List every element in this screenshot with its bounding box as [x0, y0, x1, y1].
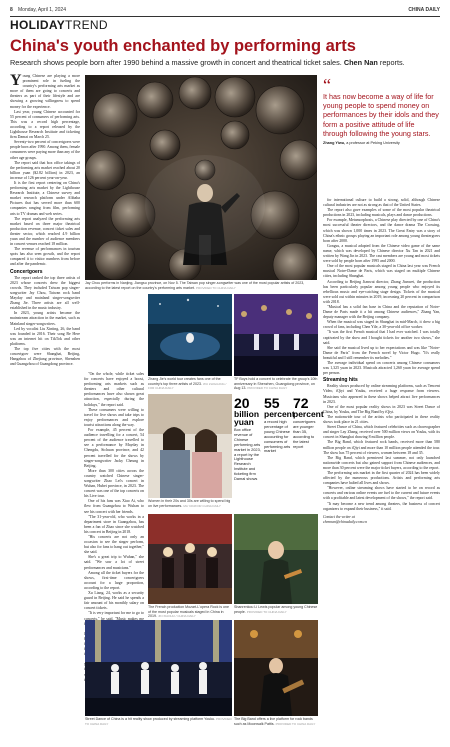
- body-paragraph: The nationwide tour of the artists who participated in these reality shows took place in 21 cities.: [323, 414, 440, 425]
- body-paragraph: One of the most popular reality shows in 2023 was Street Dance of China, by Youku, and The Big Band by iQiyi.: [323, 404, 440, 414]
- body-paragraph: The report analyzed the performing arts market based on three major theatrical production revenue, concert ticket sales and theater sector, which reached 4.9 billion yuan and the number of audience members in concert venues reached 18 million.: [10, 216, 80, 247]
- body-paragraph: She said the musical lived up to her expectations and was like "Notre-Dame de Paris" from the French novel by Victor Hugo. "It's really beautiful and I still remember its melodies.": [323, 345, 440, 360]
- photo-credit: PROVIDED TO CHINA DAILY: [195, 285, 236, 290]
- body-paragraph: According to Beijing Jianwai director, Zhang Jianwei, the production has been particularly popular among young people who enjoyed its rebellious music and eye-catching stage design. Tickets of the musical were sold out within minutes in 2019, increasing 20 percent in comparison with 2018.: [323, 279, 440, 304]
- caption-text: Jay Chou performs in Nanjing, Jiangsu province, on Nov 5. The Taiwan pop singer-songwriter was one of the most popular artists of 2023, according to the latest report on the country's performing arts market.: [85, 281, 305, 290]
- body-paragraph: Xu Liang, 24, works as a security guard in Beijing. He said he spends a fair amount of his monthly salary on concert tickets.: [84, 591, 144, 611]
- body-paragraph: More than 300 cities across the country watched Chinese singer-songwriter Zhao Lei's concert in Wuhan, Hubei province, in 2023. The concert was one of the top concerts on his Live tour.: [84, 468, 144, 499]
- caption-text: Women in their 20s and 30s are willing to spend big on live performances.: [148, 499, 231, 508]
- body-paragraph: The report ranked the top three artists of 2023 whose concerts drew the biggest crowds. They included Taiwan pop singer-songwriter Jay Chou, Taiwan rock band Mayday and mainland singer-songwriter Zhang Jie. Three artists are all well-established in the music industry.: [10, 275, 80, 311]
- byline: Chen Nan: [343, 58, 378, 67]
- caption-text: Shanrenkou Li Lewis popular among young Chinese people.: [234, 605, 318, 614]
- brand-name: CHINA DAILY: [408, 7, 440, 13]
- headline: China's youth enchanted by performing arts: [10, 37, 356, 55]
- quote-mark-icon: “: [323, 75, 331, 95]
- photo-caption: [148, 605, 232, 619]
- stat-description: a record high percentage of young Chinese accounting for consumers of performing arts market: [264, 419, 291, 454]
- stat-unit: percent: [264, 409, 295, 419]
- body-paragraph: When the musical was staged in Shanghai in mid-March, it drew a big crowd of fans, including Chen Yile, a 30-year-old office worker.: [323, 320, 440, 330]
- body-paragraph: She's a great trip to Wuhan," she said. "We saw a lot of street performances and musicians.": [84, 555, 144, 570]
- body-paragraph: "It may become a new trend among theaters, the business of concert organizers to expand their business," it said.: [323, 501, 440, 511]
- body-paragraph: Street Dance of China, which featured celebrities such as choreographer and singer Lay Zhang, received over 500 million views on Youku, with its concert in Shanghai drawing 8 million people.: [323, 425, 440, 440]
- body-paragraph: In 2023, young artists became the mainstream attraction in the market, such as Mainland singer-songwriters.: [10, 311, 80, 326]
- photo-credit: PROVIDED TO CHINA DAILY: [246, 609, 287, 614]
- header-rule: [10, 16, 440, 17]
- photo-zhang-jie: [148, 294, 232, 376]
- quote-attribution: [323, 141, 440, 146]
- photo-caption: [234, 605, 318, 614]
- photo-caption: [85, 281, 317, 290]
- subheadline-text: Research shows people born after 1990 behind a massive growth in concert and theatrical ticket sales.: [10, 58, 342, 67]
- body-paragraph: Among all the ticket buyers for the shows, first-time concertgoers account for a large proportion, according to the report.: [84, 570, 144, 590]
- photo-mozart: [148, 514, 232, 604]
- body-paragraph: The average individual spend on concerts among Chinese consumers was 1,325 yuan in 2023. Musicals attracted 1,260 yuan for average spend per person.: [323, 361, 440, 376]
- contact-line: [323, 515, 440, 525]
- body-paragraph: Gongsu, a musical adapted from the Chinese video game of the same name, which was developed by Chinese director Xu Tan in 2021 and written by Wang Jin in 2023. The cast members are young and most tickets were sold by people born after 1995 and 2000.: [323, 243, 440, 264]
- body-paragraph: The Big Band, which premiered last summer, not only launched nationwide concerts but also gained support from Chinese audiences, and more than 30 percent were the major ticket buyers, according to the report.: [323, 455, 440, 470]
- section-title-part1: HOLIDAY: [10, 18, 65, 32]
- contact-label: Contact the writer at: [323, 514, 355, 519]
- caption-text: The Big Band offers a live platform for rock bands such as Moonwalk Pattis.: [234, 717, 313, 726]
- body-paragraph: The performing arts market in the first quarter of 2024 has been widely affected by the numerous productions. Artists and performing arts companies have halted all lives and shows.: [323, 470, 440, 486]
- caption-text: TF Boys hold a concert to celebrate the group's 10th anniversary in Shenzhen, Guangdong province, on Aug 13.: [234, 377, 318, 391]
- body-paragraph: Last year, young Chinese accounted for 55 percent of consumers of performing arts. This was a record high percentage, according to a report released by the Lighthouse Research Institute and ticketing firm Damai on March 25.: [10, 109, 80, 140]
- body-paragraph: One of his fans was Xiao Ai, who flew from Guangzhou to Wuhan to see his concert with her friends.: [84, 499, 144, 514]
- body-paragraph: The top five cities with the most concertgoer were Shanghai, Beijing, Hangzhou of Zhejiang province, Shenzhen and Guangzhou of Guangdong province.: [10, 346, 80, 367]
- photo-tf-boys: [234, 294, 318, 376]
- body-paragraph: The revenue of performances in tourism spots has also seen growth, and the report compared it to visitor numbers from before and after the pandemic.: [10, 247, 80, 267]
- street-dance-image: [85, 620, 232, 716]
- article-column-1: [10, 74, 80, 734]
- stat-description: concertgoers are younger than 35, according to the latest report: [293, 419, 316, 449]
- jay-chou-concert-image: [85, 75, 317, 280]
- body-paragraph: Led by vocalist Liu Xinting, 26, the band was founded in 2016. Their song Be Here was an internet hit on TikTok and other platforms.: [10, 326, 80, 346]
- section-title-part2: TREND: [65, 18, 108, 32]
- body-paragraph: "The 31-year-old, who works in a department store in Guangzhou, has been a fan of Zhao since she watched his concert in Beijing in 2018.: [84, 514, 144, 534]
- photo-caption: [148, 499, 232, 508]
- body-paragraph: "It was the first French musical that I had ever watched. I was totally captivated by the show and I bought tickets for another two shows," she said.: [323, 330, 440, 345]
- caption-text: Zhang Jie's world tour creates fans one of the country's top three artists of 2023.: [148, 377, 221, 386]
- photo-caption: [148, 377, 232, 391]
- tf-boys-concert-image: [234, 294, 318, 376]
- women-audience-image: [148, 394, 232, 498]
- body-paragraph: One of the most popular musicals staged in China last year was French musical Notre-Dame de Paris, which was staged on multiple Chinese cities, including Shanghai.: [323, 264, 440, 279]
- photo-women: [148, 394, 232, 498]
- body-paragraph: The report also gave examples of some of the most popular theatrical productions in 2023, including musicals, plays and dance productions.: [323, 208, 440, 218]
- stat-number: 72: [293, 395, 309, 411]
- section-title: [10, 18, 108, 32]
- subheading: Streaming hits: [323, 377, 358, 384]
- body-paragraph: "Musical has a solid fan base in China and the reputation of Notre-Dame de Paris made it a hit among Chinese audiences," Zhang Yan, deputy manager with the Beijing company.: [323, 304, 440, 320]
- subheadline: [10, 58, 440, 67]
- page-number: 8: [10, 7, 13, 13]
- issue-date: Monday, April 1, 2024: [18, 7, 66, 13]
- photo-shanrenkou: [234, 514, 318, 604]
- body-paragraph: The report said that box office takings of the performing arts market reached about 20 billion yuan ($2.82 billion) in 2023, an increase of 126 percent year-on-year.: [10, 160, 80, 180]
- stat-billion-yuan: [234, 397, 262, 482]
- body-paragraph: Reality shows produced by online streaming platforms, such as Tencent Video, iQiyi and Youku, received a huge response from viewers. Musicians who appeared in these shows helped attract live performances in 2023.: [323, 384, 440, 404]
- quote-author-title: a professor at Peking University: [346, 141, 400, 146]
- page-header: [10, 7, 440, 16]
- stat-72-percent: [293, 395, 324, 449]
- contact-email[interactable]: chennan@chinadaily.com.cn: [323, 519, 367, 524]
- article-column-4: [323, 198, 440, 734]
- big-band-image: [234, 620, 318, 716]
- stat-description: Box office revenue of Chinese performing arts market in 2023, a report by the Lighthouse Research Institute and ticketing firm Damai shows: [234, 427, 261, 482]
- body-paragraph: for international culture to build a strong, solid, although Chinese cultural industries are not as strong as that of the United States.: [323, 198, 440, 208]
- body-paragraph: oung Chinese are playing a more prominent role in fueling the country's performing arts market as more of them are going to concerts and theaters as part of their lifestyle and are showing a growing willingness to spend money for the experience.: [10, 74, 80, 109]
- photo-credit: PROVIDED TO CHINA DAILY: [247, 386, 288, 391]
- photo-street-dance: [85, 620, 232, 716]
- photo-caption: [234, 377, 318, 391]
- body-paragraph: "However, online streaming shows have started to be on record as concerts and various online events are fuel to the current and future events with a profitable and latest development of the shows," the report said.: [323, 486, 440, 501]
- body-paragraph: Seventy-two percent of concertgoers were people born after 1990. Among them, female consumers were paying more than any of the other age groups.: [10, 140, 80, 160]
- body-paragraph: "His concerts are not only an occasion to see the singer perform, but also for fans to hang out together," she said.: [84, 535, 144, 555]
- stat-number: 20: [234, 395, 250, 411]
- photo-credit: WU ZHIGUANG / FOR CHINA DAILY: [148, 381, 227, 391]
- subheading: Concertgoers: [10, 268, 43, 275]
- photo-credit: JIN XIAOHU / CHINA DAILY: [158, 614, 196, 619]
- photo-caption: [85, 717, 232, 726]
- stat-unit: billion yuan: [234, 409, 260, 427]
- body-paragraph: For example, Metamorphosis, a Chinese play directed by one of China's most successful theater directors, and the dance drama The Crossing, which was shown 1,000 times in 2023. The Great Entry was a story of China's ethnic groups playing an important role among young theatergoers born after 2000.: [323, 218, 440, 243]
- photo-big-band: [234, 620, 318, 716]
- body-paragraph: For example, 45 percent of the audience travelling for a concert, 54 percent of the audience travelled to see a performance by Mayday in Chengdu, Sichuan province, and 42 percent travelled for the shows by singer-songwriter Jacky Cheung in Beijing.: [84, 428, 144, 468]
- body-paragraph: The Big Band, which featured rock bands, received more than 580 million people on iQiyi and more than 10 million people attended the tour. The show has 75 percent of viewers, women between 18 and 35.: [323, 440, 440, 455]
- body-paragraph: "It is very important for me to go to concerts," he said. "Music makes me: [84, 611, 144, 621]
- stat-number: 55: [264, 395, 280, 411]
- quote-author: Zhang Yiwu,: [323, 141, 346, 146]
- photo-caption: [234, 717, 318, 726]
- photo-credit: PROVIDED TO CHINA DAILY: [85, 717, 232, 726]
- stat-unit: percent: [293, 409, 324, 419]
- shanrenkou-image: [234, 514, 318, 604]
- quote-text: It has now become a way of life for young people to spend money on performances by their idols and they form a positive attitude of life through following the young stars.: [323, 92, 439, 138]
- main-photo: [85, 75, 317, 280]
- photo-credit: MA YAN/FOR CHINA DAILY: [183, 503, 221, 508]
- caption-text: Street Dance of China is a hit reality show produced by streaming platform Youku.: [85, 717, 216, 721]
- stat-55-percent: [264, 395, 295, 454]
- photo-credit: PROVIDED TO CHINA DAILY: [275, 721, 316, 726]
- body-paragraph: These consumers were willing to travel for live shows and take trips to enjoy performances and explore tourist attractions along the way.: [84, 407, 144, 427]
- drop-cap: Y: [10, 74, 22, 89]
- byline-suffix: reports.: [377, 58, 405, 67]
- body-paragraph: "On the whole, while ticket sales for concerts have enjoyed a boost, performing arts markets such as theaters and other cultural performances have also shown great attraction, especially during the holidays," the report said.: [84, 372, 144, 407]
- body-paragraph: It is the first report centering on China's performing arts market by the Lighthouse Research Institute, a Chinese survey and market research platform under Alibaba Pictures that has served more than 600 companies ranging from film, performing arts to TV dramas and web series.: [10, 180, 80, 216]
- caption-text: The French production Mozart-L'opera Rock is one of the most popular musicals staged in China in 2019.: [148, 605, 229, 619]
- zhang-jie-concert-image: [148, 294, 232, 376]
- pull-quote: [323, 75, 440, 146]
- mozart-opera-rock-image: [148, 514, 232, 604]
